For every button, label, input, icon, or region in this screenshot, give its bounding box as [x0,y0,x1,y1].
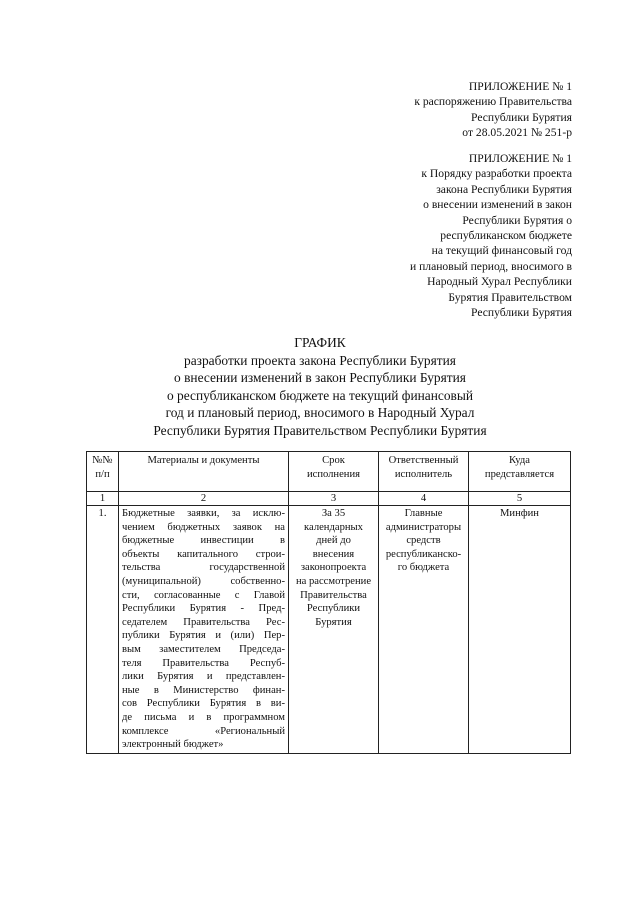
title-line: Республики Бурятия Правительством Республики Бурятия [153,422,487,438]
appendix-2-line: Республики Бурятия [471,306,572,320]
table-header-row [87,452,571,492]
appendix-1-header [414,79,572,141]
column-number: 3 [289,492,379,506]
header-number: №№ п/п [87,452,119,492]
title-line: разработки проекта закона Республики Бурятия [184,352,456,368]
column-number: 1 [87,492,119,506]
appendix-2-line: Бурятия Правительством [448,290,572,304]
appendix-1-line: Республики Бурятия [471,110,572,124]
appendix-2-line: ПРИЛОЖЕНИЕ № 1 [468,152,572,165]
header-destination: Куда представляется [469,452,571,492]
row-deadline: За 35 календарных дней до внесения законопроекта на рассмотрение Правительства Республики Бурятия [289,506,379,754]
appendix-2-line: закона Республики Бурятия [436,182,572,196]
column-number: 2 [119,492,289,506]
table-row [87,506,571,754]
appendix-2-line: и плановый период, вносимого в [409,259,572,273]
appendix-1-line: к распоряжению Правительства [414,95,572,109]
row-responsible: Главные администраторы средств республиканско- го бюджета [379,506,469,754]
appendix-2-line: о внесении изменений в закон [423,198,572,212]
title-line: год и плановый период, вносимого в Народный Хурал [165,405,475,421]
header-materials: Материалы и документы [119,452,289,492]
row-materials: Бюджетные заявки, за исклю- чением бюджетных заявок на бюджетные инвестиции в объекты капитального строи- тельства государственной (муниципальной) собственно- сти, согласованные с Главой Республики Бурятия - Пред- седателем Правительства Рес- публики Бурятия и (или) Пер- вым заместителем Председа- теля Правительства Респуб- лики Бурятия и представлен- ные в Министерство финан- сов Республики Бурятия в ви- де письма и в программном комплексе «Региональный электронный бюджет» [119,506,289,754]
column-number: 4 [379,492,469,506]
column-number: 5 [469,492,571,506]
appendix-2-line: на текущий финансовый год [431,244,572,258]
appendix-2-line: Республики Бурятия о [462,213,572,227]
header-responsible: Ответственный исполнитель [379,452,469,492]
title-line: о внесении изменений в закон Республики Бурятия [174,370,466,386]
schedule-table [86,451,571,754]
header-deadline: Срок исполнения [289,452,379,492]
appendix-2-line: республиканском бюджете [440,229,572,243]
appendix-1-line: от 28.05.2021 № 251-р [462,126,572,140]
appendix-2-line: к Порядку разработки проекта [421,167,572,181]
title-line: о республиканском бюджете на текущий финансовый [166,387,474,403]
row-number: 1. [87,506,119,754]
title-heading: ГРАФИК [294,335,346,350]
appendix-2-line: Народный Хурал Республики [427,275,572,289]
column-number-row [87,492,571,506]
appendix-1-line: ПРИЛОЖЕНИЕ № 1 [468,80,572,93]
document-title [80,334,560,440]
row-destination: Минфин [469,506,571,754]
appendix-2-header [410,151,572,320]
